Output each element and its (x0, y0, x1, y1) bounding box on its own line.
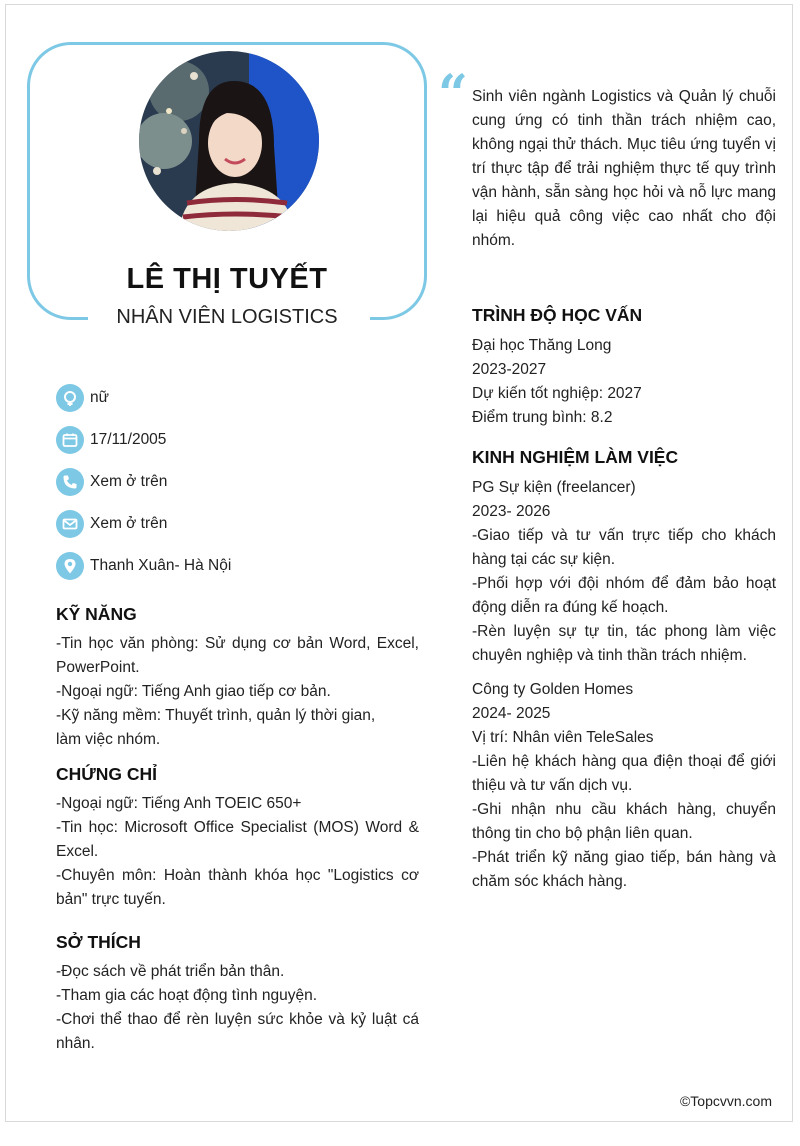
skill-item: -Tin học văn phòng: Sử dụng cơ bản Word, Excel, PowerPoint. (56, 635, 419, 676)
hobby-item: -Đọc sách về phát triển bản thân. (56, 963, 285, 980)
hobbies-title: SỞ THÍCH (56, 932, 141, 952)
hobby-item: -Tham gia các hoạt động tình nguyện. (56, 987, 318, 1004)
job-duty: -Phối hợp với đội nhóm để đảm bảo hoạt động diễn ra đúng kế hoạch. (472, 575, 776, 616)
experience-job-1 (472, 476, 776, 668)
location-icon (56, 552, 84, 580)
gender-text: nữ (90, 389, 109, 406)
contact-address (56, 545, 231, 587)
job-duty: -Ghi nhận nhu cầu khách hàng, chuyển thông tin cho bộ phận liên quan. (472, 801, 776, 842)
job-duty: -Phát triển kỹ năng giao tiếp, bán hàng và chăm sóc khách hàng. (472, 849, 776, 890)
phone-icon (56, 468, 84, 496)
career-objective: Sinh viên ngành Logistics và Quản lý chuỗi cung ứng có tinh thần trách nhiệm cao, không ngại thử thách. Mục tiêu ứng tuyển vị trí thực tập để trải nghiệm thực tế quy trình vận hành, sẵn sàng học hỏi và nỗ lực mang lại hiệu quả công việc cao nhất cho đội nhóm. (472, 88, 776, 249)
education-gpa: Điểm trung bình: 8.2 (472, 409, 613, 426)
contact-email (56, 503, 231, 545)
job-company: Công ty Golden Homes (472, 681, 634, 698)
candidate-name: LÊ THỊ TUYẾT (126, 263, 328, 295)
experience-title: KINH NGHIỆM LÀM VIỆC (472, 447, 679, 467)
certificates-list (56, 792, 419, 912)
avatar (139, 51, 319, 231)
cv-page (5, 4, 793, 1122)
contact-phone (56, 461, 231, 503)
footer-watermark[interactable]: ©Topcvvn.com (679, 1093, 772, 1109)
hobbies-list (56, 960, 419, 1056)
email-icon (56, 510, 84, 538)
quote-icon: “ (438, 64, 468, 125)
contact-list (56, 377, 231, 587)
skill-item: -Kỹ năng mềm: Thuyết trình, quản lý thời gian, làm việc nhóm. (56, 707, 376, 748)
skill-item: -Ngoại ngữ: Tiếng Anh giao tiếp cơ bản. (56, 683, 331, 700)
certificates-title: CHỨNG CHỈ (56, 764, 158, 784)
email-text: Xem ở trên (90, 515, 168, 532)
job-position: Vị trí: Nhân viên TeleSales (472, 729, 654, 746)
candidate-role: NHÂN VIÊN LOGISTICS (116, 306, 338, 328)
calendar-icon (56, 426, 84, 454)
job-duty: -Rèn luyện sự tự tin, tác phong làm việc chuyên nghiệp và tinh thần trách nhiệm. (472, 623, 776, 664)
experience-job-2 (472, 678, 776, 894)
certificate-item: -Ngoại ngữ: Tiếng Anh TOEIC 650+ (56, 795, 302, 812)
gender-icon (56, 384, 84, 412)
certificate-item: -Tin học: Microsoft Office Specialist (MOS) Word & Excel. (56, 819, 419, 860)
hobby-item: -Chơi thể thao để rèn luyện sức khỏe và kỷ luật cá nhân. (56, 1011, 419, 1052)
skills-list (56, 632, 419, 752)
address-text: Thanh Xuân- Hà Nội (90, 557, 232, 574)
education-years: 2023-2027 (472, 361, 547, 378)
skills-title: KỸ NĂNG (56, 604, 137, 624)
birthday-text: 17/11/2005 (90, 431, 167, 448)
job-period: 2023- 2026 (472, 503, 551, 520)
certificate-item: -Chuyên môn: Hoàn thành khóa học "Logistics cơ bản" trực tuyến. (56, 867, 419, 908)
job-duty: -Giao tiếp và tư vấn trực tiếp cho khách hàng tại các sự kiện. (472, 527, 776, 568)
education-title: TRÌNH ĐỘ HỌC VẤN (472, 305, 643, 325)
education-graduation: Dự kiến tốt nghiệp: 2027 (472, 385, 642, 402)
education-school: Đại học Thăng Long (472, 337, 612, 354)
job-period: 2024- 2025 (472, 705, 551, 722)
education-details (472, 334, 776, 430)
contact-birthday (56, 419, 231, 461)
contact-gender (56, 377, 231, 419)
phone-text: Xem ở trên (90, 473, 168, 490)
job-duty: -Liên hệ khách hàng qua điện thoại để giới thiệu và tư vấn dịch vụ. (472, 753, 776, 794)
job-company: PG Sự kiện (freelancer) (472, 479, 636, 496)
